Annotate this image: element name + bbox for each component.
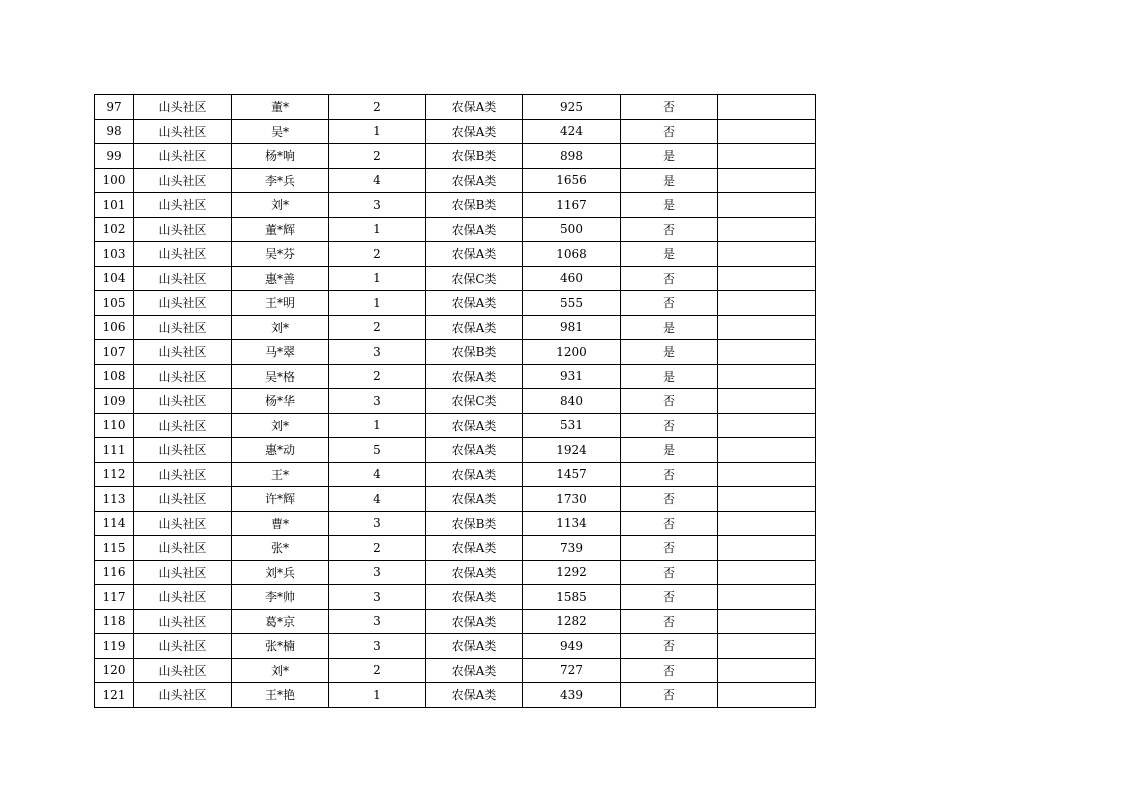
insurance-type-cell: 农保A类: [426, 242, 523, 267]
table-row: [95, 266, 816, 291]
insurance-type-cell: 农保A类: [426, 364, 523, 389]
serial-number-cell: 100: [95, 168, 134, 193]
insurance-type-cell: 农保A类: [426, 95, 523, 120]
serial-number-cell: 105: [95, 291, 134, 316]
serial-number-cell: 121: [95, 683, 134, 708]
flag-cell: 否: [621, 658, 718, 683]
flag-cell: 否: [621, 266, 718, 291]
amount-cell: 981: [523, 315, 621, 340]
community-cell: 山头社区: [134, 658, 232, 683]
table-row: [95, 609, 816, 634]
flag-cell: 否: [621, 511, 718, 536]
remark-cell: [718, 95, 816, 120]
household-size-cell: 1: [329, 266, 426, 291]
table-row: [95, 560, 816, 585]
table-row: [95, 585, 816, 610]
serial-number-cell: 98: [95, 119, 134, 144]
name-cell: 吴*: [232, 119, 329, 144]
serial-number-cell: 116: [95, 560, 134, 585]
amount-cell: 555: [523, 291, 621, 316]
community-cell: 山头社区: [134, 585, 232, 610]
remark-cell: [718, 389, 816, 414]
table-row: [95, 119, 816, 144]
household-size-cell: 3: [329, 389, 426, 414]
insurance-type-cell: 农保A类: [426, 438, 523, 463]
table-row: [95, 389, 816, 414]
flag-cell: 否: [621, 389, 718, 414]
amount-cell: 1167: [523, 193, 621, 218]
insurance-type-cell: 农保B类: [426, 193, 523, 218]
household-size-cell: 2: [329, 242, 426, 267]
flag-cell: 是: [621, 340, 718, 365]
insurance-type-cell: 农保A类: [426, 585, 523, 610]
table-row: [95, 95, 816, 120]
insurance-type-cell: 农保A类: [426, 315, 523, 340]
name-cell: 刘*: [232, 658, 329, 683]
name-cell: 王*明: [232, 291, 329, 316]
amount-cell: 739: [523, 536, 621, 561]
amount-cell: 925: [523, 95, 621, 120]
household-size-cell: 5: [329, 438, 426, 463]
flag-cell: 否: [621, 536, 718, 561]
amount-cell: 1730: [523, 487, 621, 512]
table-row: [95, 315, 816, 340]
flag-cell: 否: [621, 560, 718, 585]
insurance-type-cell: 农保A类: [426, 291, 523, 316]
name-cell: 吴*格: [232, 364, 329, 389]
flag-cell: 是: [621, 438, 718, 463]
remark-cell: [718, 585, 816, 610]
flag-cell: 否: [621, 462, 718, 487]
remark-cell: [718, 658, 816, 683]
amount-cell: 1585: [523, 585, 621, 610]
community-cell: 山头社区: [134, 217, 232, 242]
name-cell: 董*: [232, 95, 329, 120]
household-size-cell: 2: [329, 364, 426, 389]
amount-cell: 1924: [523, 438, 621, 463]
name-cell: 张*楠: [232, 634, 329, 659]
community-cell: 山头社区: [134, 95, 232, 120]
name-cell: 李*帅: [232, 585, 329, 610]
serial-number-cell: 118: [95, 609, 134, 634]
serial-number-cell: 109: [95, 389, 134, 414]
community-cell: 山头社区: [134, 683, 232, 708]
remark-cell: [718, 119, 816, 144]
insurance-type-cell: 农保B类: [426, 511, 523, 536]
insurance-type-cell: 农保C类: [426, 266, 523, 291]
community-cell: 山头社区: [134, 560, 232, 585]
amount-cell: 898: [523, 144, 621, 169]
serial-number-cell: 110: [95, 413, 134, 438]
insurance-type-cell: 农保B类: [426, 340, 523, 365]
serial-number-cell: 104: [95, 266, 134, 291]
table-row: [95, 413, 816, 438]
household-size-cell: 1: [329, 291, 426, 316]
name-cell: 张*: [232, 536, 329, 561]
community-cell: 山头社区: [134, 487, 232, 512]
community-cell: 山头社区: [134, 413, 232, 438]
amount-cell: 1457: [523, 462, 621, 487]
serial-number-cell: 117: [95, 585, 134, 610]
community-cell: 山头社区: [134, 193, 232, 218]
remark-cell: [718, 193, 816, 218]
household-size-cell: 3: [329, 609, 426, 634]
name-cell: 马*翠: [232, 340, 329, 365]
insurance-type-cell: 农保A类: [426, 634, 523, 659]
household-size-cell: 3: [329, 340, 426, 365]
serial-number-cell: 101: [95, 193, 134, 218]
table-row: [95, 168, 816, 193]
flag-cell: 否: [621, 217, 718, 242]
serial-number-cell: 119: [95, 634, 134, 659]
name-cell: 李*兵: [232, 168, 329, 193]
community-cell: 山头社区: [134, 291, 232, 316]
amount-cell: 424: [523, 119, 621, 144]
flag-cell: 否: [621, 95, 718, 120]
amount-cell: 531: [523, 413, 621, 438]
flag-cell: 是: [621, 364, 718, 389]
table-row: [95, 438, 816, 463]
flag-cell: 否: [621, 683, 718, 708]
remark-cell: [718, 144, 816, 169]
table-row: [95, 511, 816, 536]
insurance-type-cell: 农保C类: [426, 389, 523, 414]
household-size-cell: 1: [329, 119, 426, 144]
flag-cell: 是: [621, 315, 718, 340]
amount-cell: 1134: [523, 511, 621, 536]
amount-cell: 1068: [523, 242, 621, 267]
household-size-cell: 4: [329, 462, 426, 487]
flag-cell: 是: [621, 144, 718, 169]
household-size-cell: 2: [329, 95, 426, 120]
table-body: [95, 95, 816, 708]
table-row: [95, 217, 816, 242]
remark-cell: [718, 217, 816, 242]
table-row: [95, 487, 816, 512]
household-size-cell: 1: [329, 217, 426, 242]
table-row: [95, 364, 816, 389]
serial-number-cell: 99: [95, 144, 134, 169]
serial-number-cell: 111: [95, 438, 134, 463]
amount-cell: 1200: [523, 340, 621, 365]
name-cell: 王*艳: [232, 683, 329, 708]
remark-cell: [718, 364, 816, 389]
amount-cell: 1656: [523, 168, 621, 193]
serial-number-cell: 97: [95, 95, 134, 120]
remark-cell: [718, 168, 816, 193]
name-cell: 许*辉: [232, 487, 329, 512]
remark-cell: [718, 242, 816, 267]
community-cell: 山头社区: [134, 144, 232, 169]
insurance-type-cell: 农保A类: [426, 119, 523, 144]
remark-cell: [718, 266, 816, 291]
community-cell: 山头社区: [134, 511, 232, 536]
household-size-cell: 3: [329, 193, 426, 218]
beneficiary-table: [94, 94, 816, 708]
amount-cell: 439: [523, 683, 621, 708]
community-cell: 山头社区: [134, 364, 232, 389]
remark-cell: [718, 634, 816, 659]
household-size-cell: 4: [329, 487, 426, 512]
name-cell: 董*辉: [232, 217, 329, 242]
flag-cell: 否: [621, 585, 718, 610]
amount-cell: 1292: [523, 560, 621, 585]
insurance-type-cell: 农保A类: [426, 487, 523, 512]
serial-number-cell: 108: [95, 364, 134, 389]
flag-cell: 否: [621, 487, 718, 512]
insurance-type-cell: 农保A类: [426, 413, 523, 438]
community-cell: 山头社区: [134, 242, 232, 267]
table-row: [95, 291, 816, 316]
name-cell: 刘*: [232, 413, 329, 438]
flag-cell: 是: [621, 168, 718, 193]
community-cell: 山头社区: [134, 634, 232, 659]
remark-cell: [718, 536, 816, 561]
name-cell: 杨*华: [232, 389, 329, 414]
remark-cell: [718, 413, 816, 438]
table-row: [95, 144, 816, 169]
insurance-type-cell: 农保A类: [426, 609, 523, 634]
serial-number-cell: 106: [95, 315, 134, 340]
insurance-type-cell: 农保A类: [426, 168, 523, 193]
community-cell: 山头社区: [134, 536, 232, 561]
amount-cell: 500: [523, 217, 621, 242]
insurance-type-cell: 农保A类: [426, 560, 523, 585]
household-size-cell: 3: [329, 560, 426, 585]
amount-cell: 460: [523, 266, 621, 291]
table-row: [95, 462, 816, 487]
table-row: [95, 634, 816, 659]
community-cell: 山头社区: [134, 438, 232, 463]
name-cell: 杨*响: [232, 144, 329, 169]
serial-number-cell: 114: [95, 511, 134, 536]
serial-number-cell: 113: [95, 487, 134, 512]
household-size-cell: 3: [329, 511, 426, 536]
serial-number-cell: 112: [95, 462, 134, 487]
table-row: [95, 242, 816, 267]
flag-cell: 否: [621, 413, 718, 438]
table-row: [95, 683, 816, 708]
amount-cell: 949: [523, 634, 621, 659]
table-row: [95, 340, 816, 365]
remark-cell: [718, 560, 816, 585]
household-size-cell: 4: [329, 168, 426, 193]
name-cell: 葛*京: [232, 609, 329, 634]
serial-number-cell: 115: [95, 536, 134, 561]
remark-cell: [718, 340, 816, 365]
serial-number-cell: 102: [95, 217, 134, 242]
name-cell: 惠*善: [232, 266, 329, 291]
table-row: [95, 193, 816, 218]
table-row: [95, 658, 816, 683]
amount-cell: 931: [523, 364, 621, 389]
household-size-cell: 2: [329, 144, 426, 169]
amount-cell: 840: [523, 389, 621, 414]
insurance-type-cell: 农保A类: [426, 217, 523, 242]
community-cell: 山头社区: [134, 168, 232, 193]
serial-number-cell: 120: [95, 658, 134, 683]
remark-cell: [718, 683, 816, 708]
household-size-cell: 2: [329, 536, 426, 561]
serial-number-cell: 103: [95, 242, 134, 267]
household-size-cell: 2: [329, 315, 426, 340]
community-cell: 山头社区: [134, 340, 232, 365]
table-row: [95, 536, 816, 561]
serial-number-cell: 107: [95, 340, 134, 365]
name-cell: 曹*: [232, 511, 329, 536]
remark-cell: [718, 438, 816, 463]
insurance-type-cell: 农保A类: [426, 683, 523, 708]
community-cell: 山头社区: [134, 389, 232, 414]
name-cell: 刘*: [232, 315, 329, 340]
name-cell: 惠*动: [232, 438, 329, 463]
household-size-cell: 2: [329, 658, 426, 683]
remark-cell: [718, 511, 816, 536]
insurance-type-cell: 农保A类: [426, 536, 523, 561]
household-size-cell: 1: [329, 413, 426, 438]
household-size-cell: 3: [329, 634, 426, 659]
flag-cell: 否: [621, 634, 718, 659]
remark-cell: [718, 462, 816, 487]
remark-cell: [718, 487, 816, 512]
insurance-type-cell: 农保A类: [426, 462, 523, 487]
flag-cell: 是: [621, 242, 718, 267]
flag-cell: 是: [621, 193, 718, 218]
household-size-cell: 1: [329, 683, 426, 708]
community-cell: 山头社区: [134, 266, 232, 291]
name-cell: 吴*芬: [232, 242, 329, 267]
name-cell: 刘*兵: [232, 560, 329, 585]
insurance-type-cell: 农保A类: [426, 658, 523, 683]
remark-cell: [718, 609, 816, 634]
flag-cell: 否: [621, 609, 718, 634]
community-cell: 山头社区: [134, 315, 232, 340]
flag-cell: 否: [621, 291, 718, 316]
remark-cell: [718, 315, 816, 340]
amount-cell: 1282: [523, 609, 621, 634]
remark-cell: [718, 291, 816, 316]
name-cell: 王*: [232, 462, 329, 487]
name-cell: 刘*: [232, 193, 329, 218]
household-size-cell: 3: [329, 585, 426, 610]
amount-cell: 727: [523, 658, 621, 683]
community-cell: 山头社区: [134, 462, 232, 487]
community-cell: 山头社区: [134, 609, 232, 634]
flag-cell: 否: [621, 119, 718, 144]
insurance-type-cell: 农保B类: [426, 144, 523, 169]
community-cell: 山头社区: [134, 119, 232, 144]
